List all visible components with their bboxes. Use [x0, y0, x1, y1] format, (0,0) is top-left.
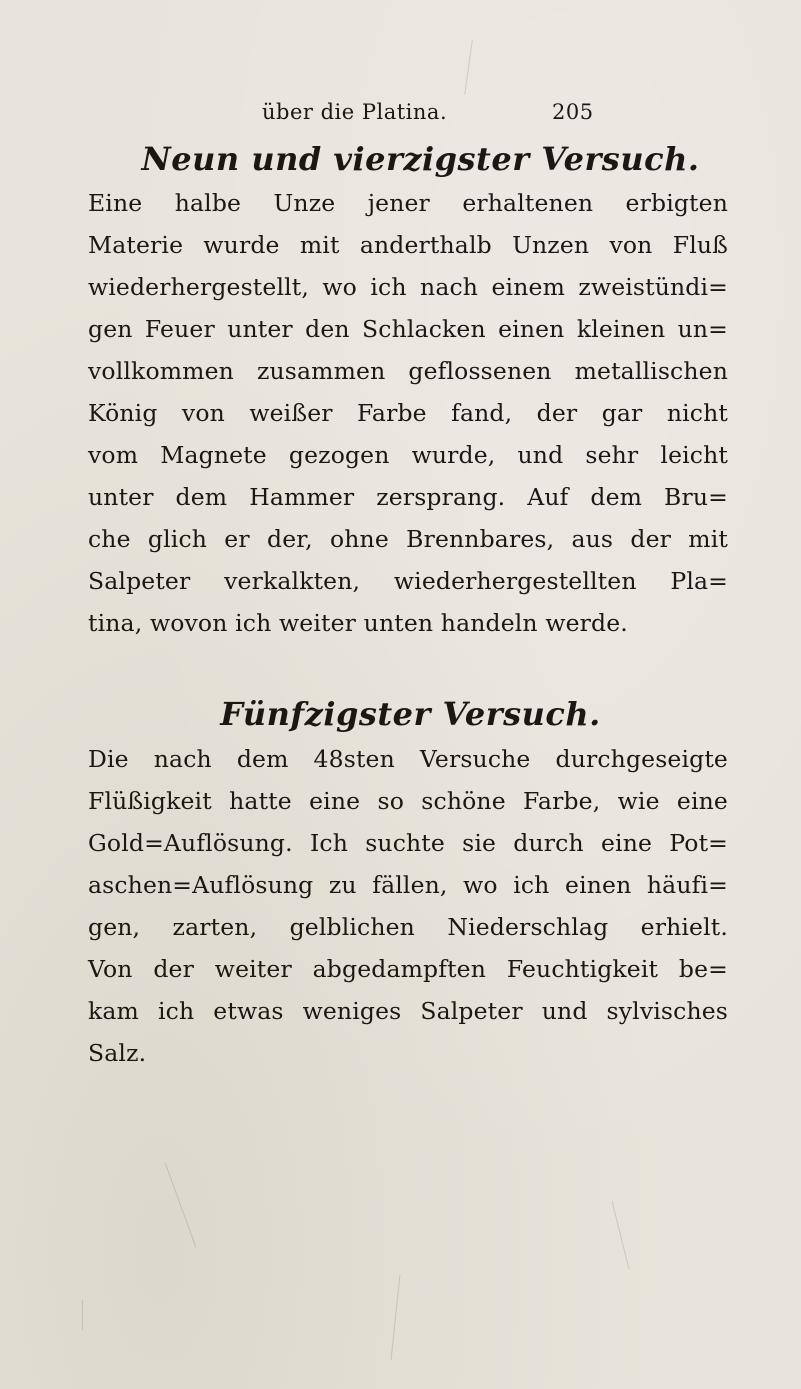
paragraph-experiment-49 [88, 182, 728, 644]
section-heading-49: Neun und vierzigster Versuch. [141, 140, 700, 178]
text-line: vom Magnete gezogen wurde, und sehr leicht [88, 441, 728, 469]
page-number: 205 [552, 100, 594, 124]
text-line: gen Feuer unter den Schlacken einen kleinen un= [88, 315, 728, 343]
text-line: che glich er der, ohne Brennbares, aus der mit [88, 525, 728, 553]
text-line: kam ich etwas weniges Salpeter und sylvisches [88, 997, 728, 1025]
text-line: vollkommen zusammen geflossenen metallischen [88, 357, 728, 385]
text-line: aschen=Auflösung zu fällen, wo ich einen häufi= [88, 871, 728, 899]
text-line: Materie wurde mit anderthalb Unzen von Fluß [88, 231, 728, 259]
section-heading-50: Fünfzigster Versuch. [220, 695, 601, 733]
text-line: tina, wovon ich weiter unten handeln werde. [88, 609, 628, 637]
paper-crease [391, 1275, 401, 1360]
paper-crease [165, 1163, 197, 1248]
text-line: König von weißer Farbe fand, der gar nicht [88, 399, 728, 427]
text-line: Die nach dem 48sten Versuche durchgeseigte [88, 745, 728, 773]
text-line: Salz. [88, 1039, 147, 1067]
paper-crease [82, 1300, 83, 1330]
text-line: Von der weiter abgedampften Feuchtigkeit be= [88, 955, 728, 983]
text-line: Flüßigkeit hatte eine so schöne Farbe, wie eine [88, 787, 728, 815]
text-line: Gold=Auflösung. Ich suchte sie durch eine Pot= [88, 829, 728, 857]
text-line: unter dem Hammer zersprang. Auf dem Bru= [88, 483, 728, 511]
text-line: gen, zarten, gelblichen Niederschlag erhielt. [88, 913, 728, 941]
paragraph-experiment-50 [88, 738, 728, 1074]
text-line: Eine halbe Unze jener erhaltenen erbigten [88, 189, 728, 217]
text-line: Salpeter verkalkten, wiederhergestellten Pla= [88, 567, 728, 595]
text-line: wiederhergestellt, wo ich nach einem zweistündi= [88, 273, 728, 301]
paper-crease [612, 1201, 630, 1269]
paper-crease [464, 40, 473, 95]
running-head-title: über die Platina. [262, 100, 448, 124]
running-head [0, 100, 801, 130]
